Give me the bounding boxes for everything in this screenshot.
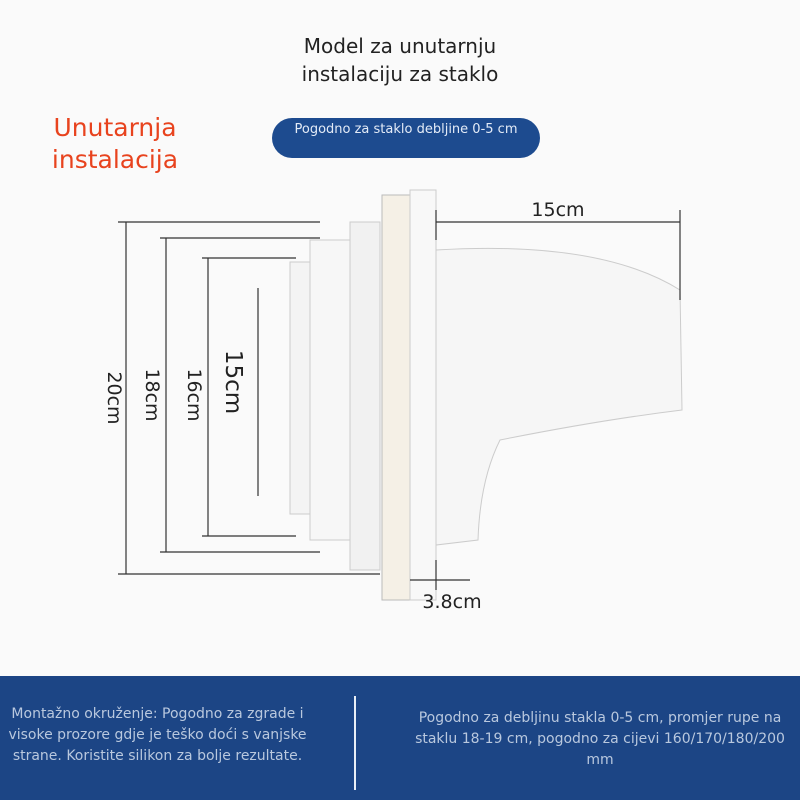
footer-left-text: Montažno okruženje: Pogodno za zgrade i visoke prozore gdje je teško doći s vanjske strane. Koristite silikon za bolje rezultate.: [8, 706, 307, 764]
page-title: Model za unutarnju instalaciju za staklo: [301, 34, 499, 86]
installation-label: Unutarnja instalacija: [51, 113, 179, 174]
dim-15cm-horizontal: 15cm: [531, 199, 585, 221]
vent-product: [290, 190, 682, 600]
dim-15cm-vertical: 15cm: [220, 349, 246, 415]
dim-16cm: 16cm: [183, 368, 205, 422]
glass-thickness-badge: Pogodno za staklo debljine 0-5 cm: [272, 118, 540, 158]
dim-20cm: 20cm: [103, 371, 125, 425]
footer-band: [0, 676, 800, 800]
dim-3-8cm: 3.8cm: [422, 591, 482, 613]
dim-18cm: 18cm: [141, 368, 163, 422]
footer-right-text: Pogodno za debljinu stakla 0-5 cm, promjer rupe na staklu 18-19 cm, pogodno za cijevi 160/170/180/200 mm: [415, 710, 785, 768]
footer-divider: [354, 696, 356, 790]
